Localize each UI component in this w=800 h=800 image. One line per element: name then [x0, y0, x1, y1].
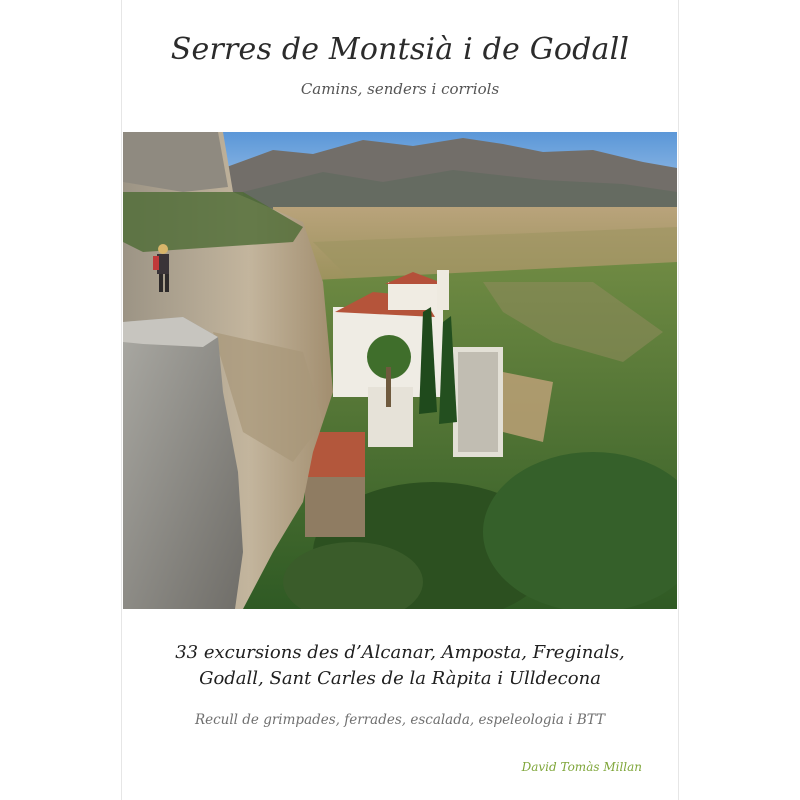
- book-subtitle: Camins, senders i corriols: [300, 80, 500, 98]
- excursions-line-1: 33 excursions des d’Alcanar, Amposta, Freginals,: [175, 642, 625, 663]
- author-name: David Tomàs Millan: [521, 760, 642, 774]
- book-cover: [122, 0, 678, 800]
- excursions-line-2: Godall, Sant Carles de la Ràpita i Ulldecona: [199, 668, 601, 689]
- activities-text: Recull de grimpades, ferrades, escalada, espeleologia i BTT: [194, 712, 606, 728]
- book-title: Serres de Montsià i de Godall: [170, 32, 630, 67]
- cover-photo: [123, 132, 677, 609]
- excursions-text: [122, 640, 678, 692]
